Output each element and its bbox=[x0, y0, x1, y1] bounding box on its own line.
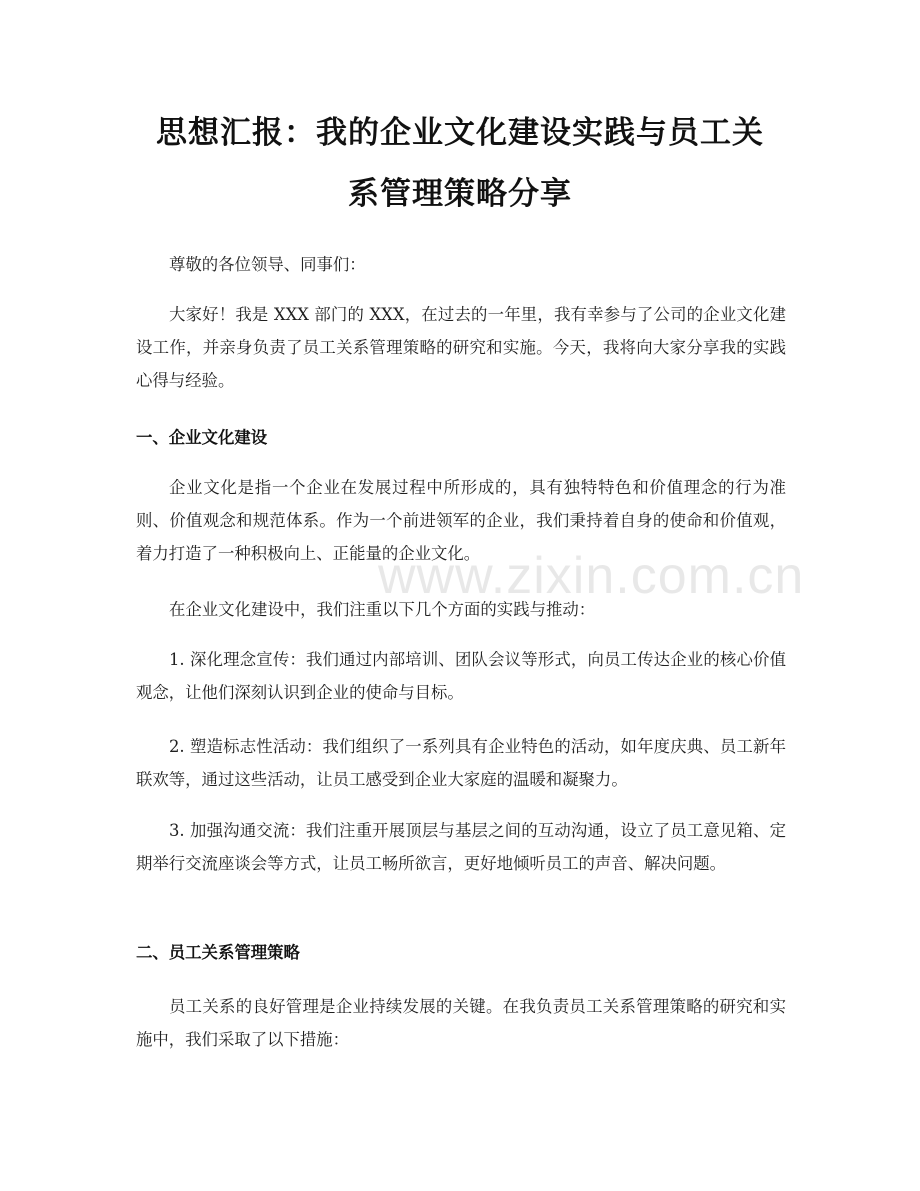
section-1-heading: 一、企业文化建设 bbox=[136, 428, 268, 447]
watermark-text: www.zixin.com.cn bbox=[378, 547, 805, 605]
section-1-paragraph-1: 企业文化是指一个企业在发展过程中所形成的，具有独特特色和价值理念的行为准则、价值观念和规范体系。作为一个前进领军的企业，我们秉持着自身的使命和价值观，着力打造了一种积极向上、正能量的企业文化。 bbox=[136, 478, 786, 563]
section-1-paragraph-2: 在企业文化建设中，我们注重以下几个方面的实践与推动： bbox=[169, 600, 596, 619]
section-2-heading: 二、员工关系管理策略 bbox=[136, 943, 300, 962]
greeting-paragraph: 尊敬的各位领导、同事们： bbox=[169, 255, 366, 274]
section-2-paragraph-1: 员工关系的良好管理是企业持续发展的关键。在我负责员工关系管理策略的研究和实施中，我们采取了以下措施： bbox=[136, 997, 786, 1049]
section-1-list-item-2: 2. 塑造标志性活动：我们组织了一系列具有企业特色的活动，如年度庆典、员工新年联欢等，通过这些活动，让员工感受到企业大家庭的温暖和凝聚力。 bbox=[136, 737, 786, 789]
document-title-line-1: 思想汇报：我的企业文化建设实践与员工关 bbox=[156, 115, 764, 151]
section-1-list-item-3: 3. 加强沟通交流：我们注重开展顶层与基层之间的互动沟通，设立了员工意见箱、定期举行交流座谈会等方式，让员工畅所欲言，更好地倾听员工的声音、解决问题。 bbox=[136, 821, 786, 873]
document-title-line-2: 系管理策略分享 bbox=[348, 176, 572, 212]
section-1-list-item-1: 1. 深化理念宣传：我们通过内部培训、团队会议等形式，向员工传达企业的核心价值观念，让他们深刻认识到企业的使命与目标。 bbox=[136, 650, 786, 702]
intro-paragraph: 大家好！我是 XXX 部门的 XXX，在过去的一年里，我有幸参与了公司的企业文化建设工作，并亲身负责了员工关系管理策略的研究和实施。今天，我将向大家分享我的实践心得与经验。 bbox=[136, 305, 786, 390]
